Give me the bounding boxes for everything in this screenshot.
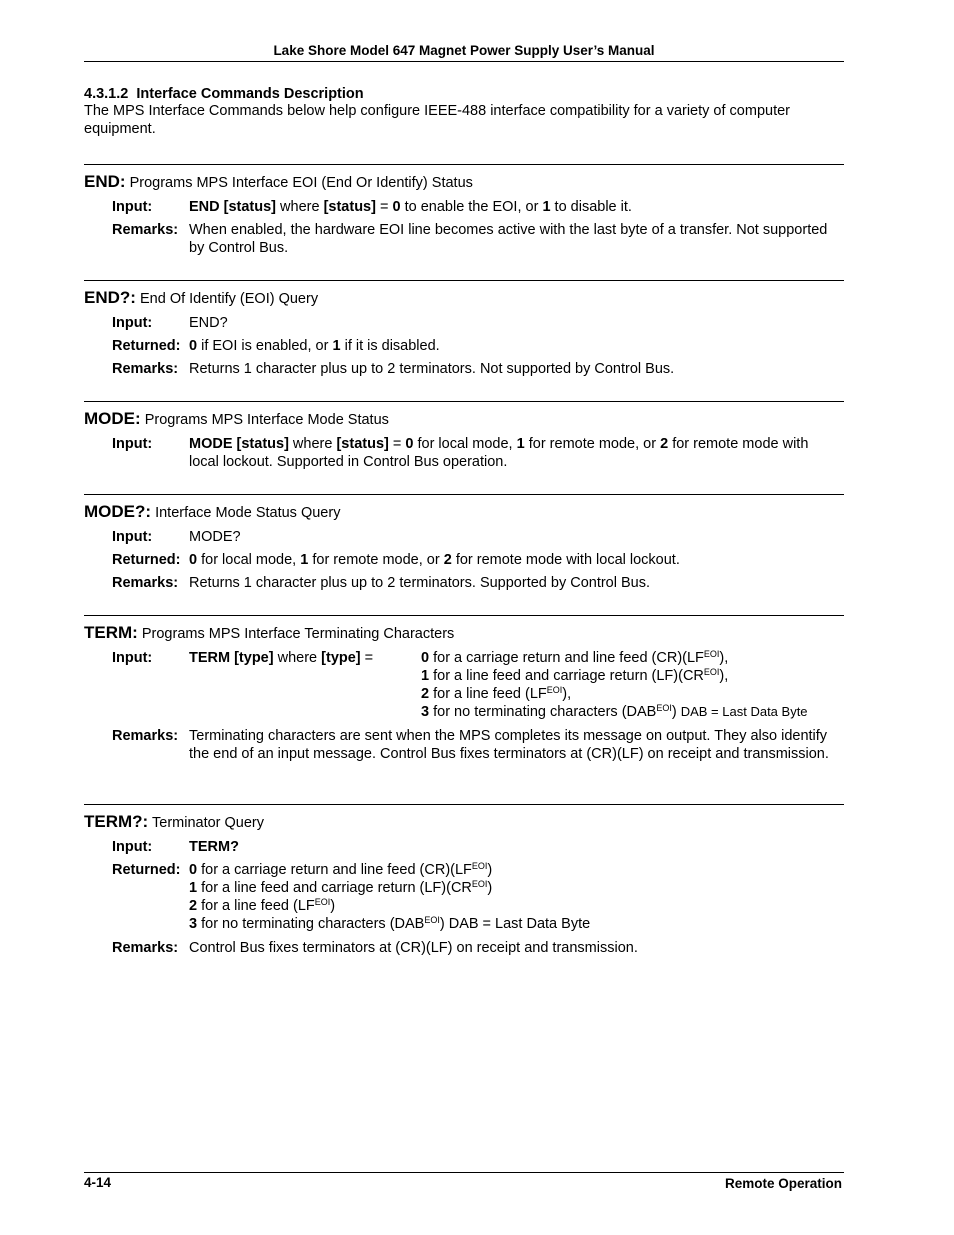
divider xyxy=(84,164,844,165)
term-options xyxy=(421,649,861,721)
divider xyxy=(84,280,844,281)
list-item: 0 for a carriage return and line feed $(CR)(LF^{EOI})$ xyxy=(189,861,493,878)
end-query-input-text: END? xyxy=(189,315,228,331)
end-query-remarks-text: Returns 1 character plus up to 2 terminators. Not supported by Control Bus. xyxy=(189,361,675,377)
section-heading: 4.3.1.2 Interface Commands Description xyxy=(84,86,364,102)
divider xyxy=(84,401,844,402)
mode-query-returned-text: 0 for local mode, 1 for remote mode, or 2 for remote mode with local lockout. xyxy=(189,552,680,568)
end-remarks-text: When enabled, the hardware EOI line becomes active with the last byte of a transfer. Not supported by Control Bus. xyxy=(189,222,828,256)
end-query-returned-text: 0 if EOI is enabled, or 1 if it is disabled. xyxy=(189,338,440,354)
end-input-text: END [status] where [status] = 0 to enable the EOI, or 1 to disable it. xyxy=(189,199,632,215)
list-item: 3 for no terminating characters $(DAB^{EOI})$ DAB = Last Data Byte xyxy=(189,915,591,932)
footer-rule xyxy=(84,1172,844,1173)
command-term xyxy=(84,623,844,643)
page-number: 4-14 xyxy=(84,1175,112,1190)
command-mode xyxy=(84,409,844,429)
command-desc: Programs MPS Interface Mode Status xyxy=(144,412,389,428)
term-query-returned-list xyxy=(189,861,590,933)
command-end-query xyxy=(84,288,844,308)
command-mode-query xyxy=(84,502,844,522)
command-name: END?: xyxy=(84,288,136,307)
list-item: 2 for a line feed $(LF^{EOI})$, xyxy=(421,685,572,702)
divider xyxy=(84,804,844,805)
mode-query-input-text: MODE? xyxy=(189,529,241,545)
command-desc: Terminator Query xyxy=(152,815,265,831)
list-item: 0 for a carriage return and line feed $(CR)(LF^{EOI})$, xyxy=(421,649,729,666)
term-query-input-text: TERM? xyxy=(189,839,239,855)
header-rule xyxy=(84,61,844,62)
term-input-text: TERM [type] where [type] = xyxy=(189,650,374,666)
term-query-remarks-text: Control Bus fixes terminators at (CR)(LF) on receipt and transmission. xyxy=(189,940,638,956)
command-name: END: xyxy=(84,172,126,191)
list-item: 3 for no terminating characters $(DAB^{EOI})$ DAB = Last Data Byte xyxy=(421,703,808,720)
command-name: TERM: xyxy=(84,623,138,642)
command-desc: End Of Identify (EOI) Query xyxy=(139,291,319,307)
list-item: 1 for a line feed and carriage return $(LF)(CR^{EOI})$, xyxy=(421,667,729,684)
mode-query-remarks-text: Returns 1 character plus up to 2 terminators. Supported by Control Bus. xyxy=(189,575,651,591)
command-name: MODE?: xyxy=(84,502,152,521)
divider xyxy=(84,494,844,495)
term-remarks-text: Terminating characters are sent when the MPS completes its message on output. They also identify the end of an input message. Control Bus fixes terminators at (CR)(LF) on receipt and transmission. xyxy=(189,728,829,762)
section-intro: The MPS Interface Commands below help configure IEEE-488 interface compatibility for a variety of computer equipment. xyxy=(84,103,790,137)
command-name: MODE: xyxy=(84,409,141,428)
command-end xyxy=(84,172,844,192)
list-item: 2 for a line feed $(LF^{EOI})$ xyxy=(189,897,336,914)
divider xyxy=(84,615,844,616)
list-item: 1 for a line feed and carriage return $(LF)(CR^{EOI})$ xyxy=(189,879,493,896)
command-desc: Programs MPS Interface Terminating Characters xyxy=(141,626,455,642)
command-term-query xyxy=(84,812,844,832)
command-desc: Programs MPS Interface EOI (End Or Identify) Status xyxy=(129,175,473,191)
command-name: TERM?: xyxy=(84,812,149,831)
command-desc: Interface Mode Status Query xyxy=(155,505,341,521)
mode-input-text: MODE [status] where [status] = 0 for local mode, 1 for remote mode, or 2 for remote mode with local lockout. Supported in Control Bus operation. xyxy=(189,436,809,470)
page-header: Lake Shore Model 647 Magnet Power Supply User’s Manual xyxy=(273,43,655,58)
chapter-title: Remote Operation xyxy=(724,1176,842,1191)
